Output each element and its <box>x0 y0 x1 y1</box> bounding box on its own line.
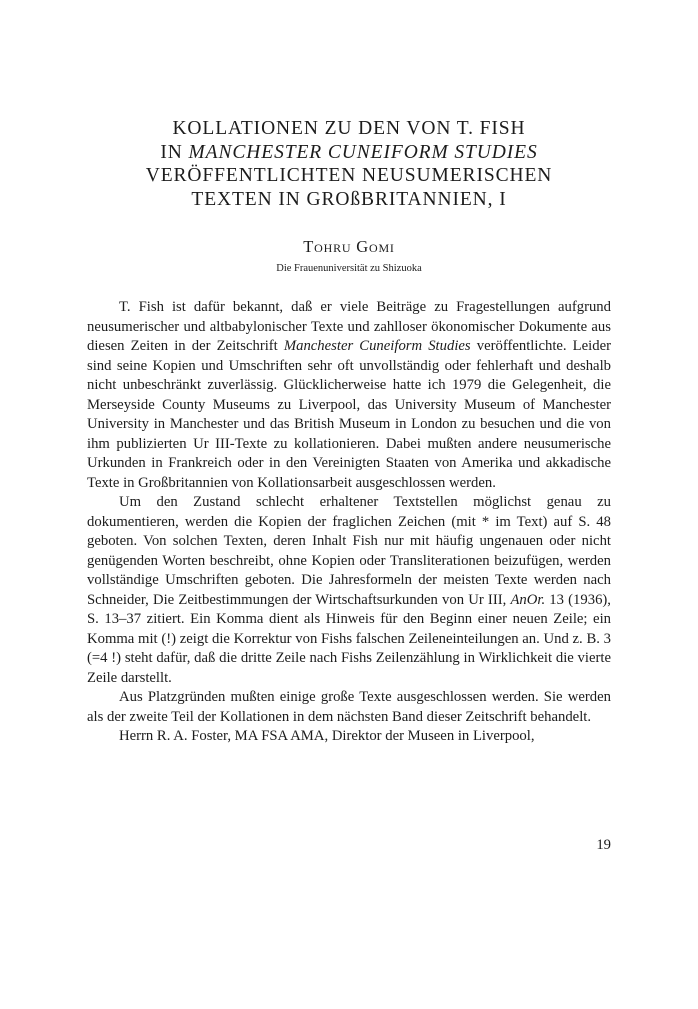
paragraph-4 <box>87 727 611 747</box>
paragraph-2-text-a: Um den Zustand schlecht erhaltener Textstellen möglichst genau zu dokumentieren, werden die Kopien der fraglichen Zeichen (mit * im Text) auf S. 48 geboten. Von solchen Texten, deren Inhalt Fish nur mit häufig ungenauen oder nicht genügenden Worten beschreibt, ohne Kopien oder Transliterationen beizufügen, werden vollständige Umschriften geboten. Die Jahresformeln der meisten Texte werden nach Schneider, Die Zeitbestimmungen der Wirtschaftsurkunden von Ur III, <box>87 494 611 608</box>
article-title <box>80 117 618 211</box>
title-line-3: VERÖFFENTLICHTEN NEUSUMERISCHEN <box>145 165 553 186</box>
paragraph-1-italic: Manchester Cuneiform Studies <box>283 338 471 354</box>
paragraph-3-text: Aus Platzgründen mußten einige große Texte ausgeschlossen werden. Sie werden als der zweite Teil der Kollationen in dem nächsten Band dieser Zeitschrift behandelt. <box>87 689 611 725</box>
paragraph-2 <box>87 493 611 688</box>
author-affiliation: Die Frauenuniversität zu Shizuoka <box>276 263 422 274</box>
paragraph-1 <box>87 298 611 493</box>
paragraph-3 <box>87 688 611 727</box>
paragraph-2-text-b: 13 (1936), S. 13–37 zitiert. Ein Komma dient als Hinweis für den Beginn einer neuen Zeile; ein Komma mit (!) zeigt die Korrektur von Fishs falschen Zeileneinteilungen an. Und z. B. 3 (=4 !) steht dafür, daß die dritte Zeile nach Fishs Zeilenzählung in Wirklichkeit die vierte Zeile darstellt. <box>87 591 611 686</box>
page-number: 19 <box>596 837 611 853</box>
author-name: Tohru Gomi <box>303 237 395 256</box>
title-line-4: TEXTEN IN GROßBRITANNIEN, I <box>191 188 507 210</box>
paragraph-1-text-b: veröffentlichte. Leider sind seine Kopien und Umschriften sehr oft unvollständig oder fehlerhaft und deshalb nicht unbeschränkt zuverlässig. Glücklicherweise hatte ich 1979 die Gelegenheit, die Merseyside County Museums zu Liverpool, das University Museum of Manchester University in Manchester und das British Museum in London zu besuchen und die von ihm publizierten Ur III-Texte zu kollationieren. Dabei mußten andere neusumerische Urkunden in Frankreich oder in den Vereinigten Staaten von Amerika und akkadische Texte in Großbritannien von Kollationsarbeit ausgeschlossen werden. <box>87 338 612 491</box>
paragraph-1-text-a: T. Fish ist dafür bekannt, daß er viele Beiträge zu Fragestellungen aufgrund neusumerischer und altbabylonischer Texte und zahlloser ökonomischer Dokumente aus diesen Zeiten in der Zeitschrift <box>87 299 611 354</box>
paragraph-4-text: Herrn R. A. Foster, MA FSA AMA, Direktor der Museen in Liverpool, <box>119 728 535 744</box>
title-line-2 <box>80 141 618 165</box>
article-body <box>87 298 611 747</box>
journal-name-italic: MANCHESTER CUNEIFORM STUDIES <box>188 141 538 163</box>
paragraph-2-italic: AnOr. <box>510 591 546 608</box>
title-line-1: KOLLATIONEN ZU DEN VON T. FISH <box>172 118 526 139</box>
title-line-2-prefix: IN <box>160 141 189 163</box>
